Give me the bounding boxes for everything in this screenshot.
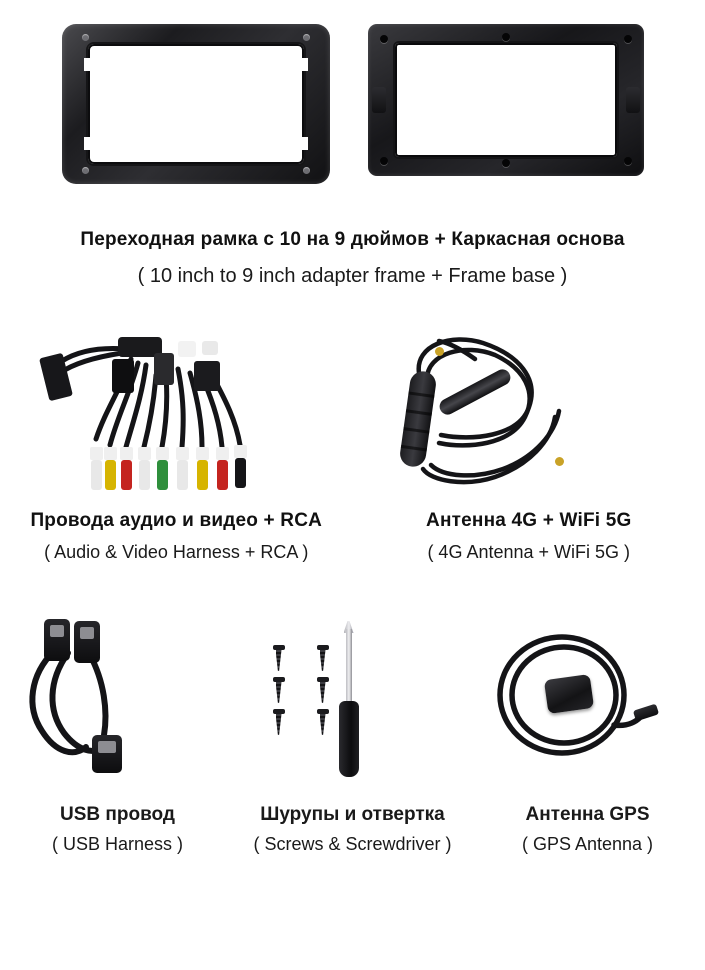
column-usb-harness <box>0 615 235 800</box>
rca-plug-black <box>235 458 246 488</box>
screw <box>275 709 283 735</box>
frame-base-hole <box>502 33 510 41</box>
screw <box>319 709 327 735</box>
harness-connector-grey <box>154 353 174 385</box>
rca-plug-red <box>121 460 132 490</box>
harness-connector-white <box>178 341 196 357</box>
antenna-connector <box>555 457 564 466</box>
screw <box>319 677 327 703</box>
rca-plug-green <box>157 460 168 490</box>
frame-screw <box>82 167 89 174</box>
frame-notch <box>84 58 100 71</box>
harness-connector-white <box>202 341 218 355</box>
section-adapter-frame <box>0 0 705 289</box>
rca-label <box>138 447 151 460</box>
captions-row-bottom <box>0 804 705 855</box>
frame-screw <box>303 34 310 41</box>
usb-plug-a <box>44 619 70 661</box>
caption-english: ( USB Harness ) <box>51 834 184 854</box>
frame-base-tab <box>626 87 640 113</box>
usb-female-socket <box>92 735 122 773</box>
adapter-frame-image <box>62 24 330 184</box>
caption-audio-video-harness <box>30 509 322 563</box>
frame-base-hole <box>380 35 388 43</box>
rca-label <box>90 447 103 460</box>
caption-english: ( 10 inch to 9 inch adapter frame + Frame base ) <box>137 264 568 287</box>
rca-plug-red <box>217 460 228 490</box>
rca-label <box>216 447 229 460</box>
caption-english: ( Screws & Screwdriver ) <box>253 834 452 854</box>
frames-image-row <box>0 24 705 194</box>
harness-wires <box>26 329 326 509</box>
screwdriver-shaft <box>346 629 352 705</box>
rca-label <box>176 447 189 460</box>
caption-4g-wifi-antenna <box>426 509 631 563</box>
rca-label <box>156 447 169 460</box>
screws-screwdriver-image <box>243 615 463 800</box>
caption-gps-antenna <box>470 804 705 855</box>
rca-plug-white <box>139 460 150 490</box>
rca-label <box>120 447 133 460</box>
frame-screw <box>303 167 310 174</box>
caption-russian: Переходная рамка с 10 на 9 дюймов + Каркасная основа <box>80 229 625 250</box>
caption-screws-screwdriver <box>235 804 470 855</box>
caption-usb-harness <box>0 804 235 855</box>
screw <box>275 645 283 671</box>
gps-antenna-puck <box>543 674 593 714</box>
frame-base-hole <box>624 157 632 165</box>
frame-base-hole <box>624 35 632 43</box>
caption-russian: USB провод <box>60 804 175 825</box>
rca-plug-white <box>177 460 188 490</box>
antenna-connector <box>435 347 444 356</box>
caption-russian: Антенна GPS <box>525 804 650 825</box>
column-audio-video-harness <box>0 329 353 563</box>
4g-wifi-antenna-image <box>379 329 679 509</box>
column-gps-antenna <box>470 615 705 800</box>
caption-english: ( 4G Antenna + WiFi 5G ) <box>427 541 631 562</box>
frame-screw <box>82 34 89 41</box>
caption-russian: Антенна 4G + WiFi 5G <box>426 509 632 531</box>
rca-plug-yellow <box>105 460 116 490</box>
usb-harness-image <box>8 615 228 800</box>
caption-english: ( Audio & Video Harness + RCA ) <box>44 541 309 562</box>
frame-base-hole <box>502 159 510 167</box>
caption-english: ( GPS Antenna ) <box>521 834 654 854</box>
rca-label <box>196 447 209 460</box>
column-screws-screwdriver <box>235 615 470 800</box>
section-harness-antenna <box>0 329 705 563</box>
rca-label <box>104 447 117 460</box>
audio-video-harness-image <box>26 329 326 509</box>
harness-connector-black <box>112 359 134 393</box>
caption-adapter-frame <box>0 228 705 289</box>
frame-base-tab <box>372 87 386 113</box>
caption-russian: Шурупы и отвертка <box>260 804 445 825</box>
frame-base-image <box>368 24 644 176</box>
screw <box>275 677 283 703</box>
column-4g-wifi-antenna <box>353 329 705 563</box>
screwdriver-handle <box>339 701 359 777</box>
frame-base-hole <box>380 157 388 165</box>
gps-antenna-image <box>478 615 698 800</box>
screw <box>319 645 327 671</box>
rca-plug-yellow <box>197 460 208 490</box>
rca-plug-white <box>91 460 102 490</box>
usb-plug-b <box>74 621 100 663</box>
harness-connector-iso <box>194 361 220 391</box>
frame-notch <box>292 137 308 150</box>
frame-notch <box>292 58 308 71</box>
section-usb-screws-gps <box>0 615 705 800</box>
rca-label <box>234 445 247 458</box>
frame-notch <box>84 137 100 150</box>
caption-russian: Провода аудио и видео + RCA <box>30 509 323 531</box>
